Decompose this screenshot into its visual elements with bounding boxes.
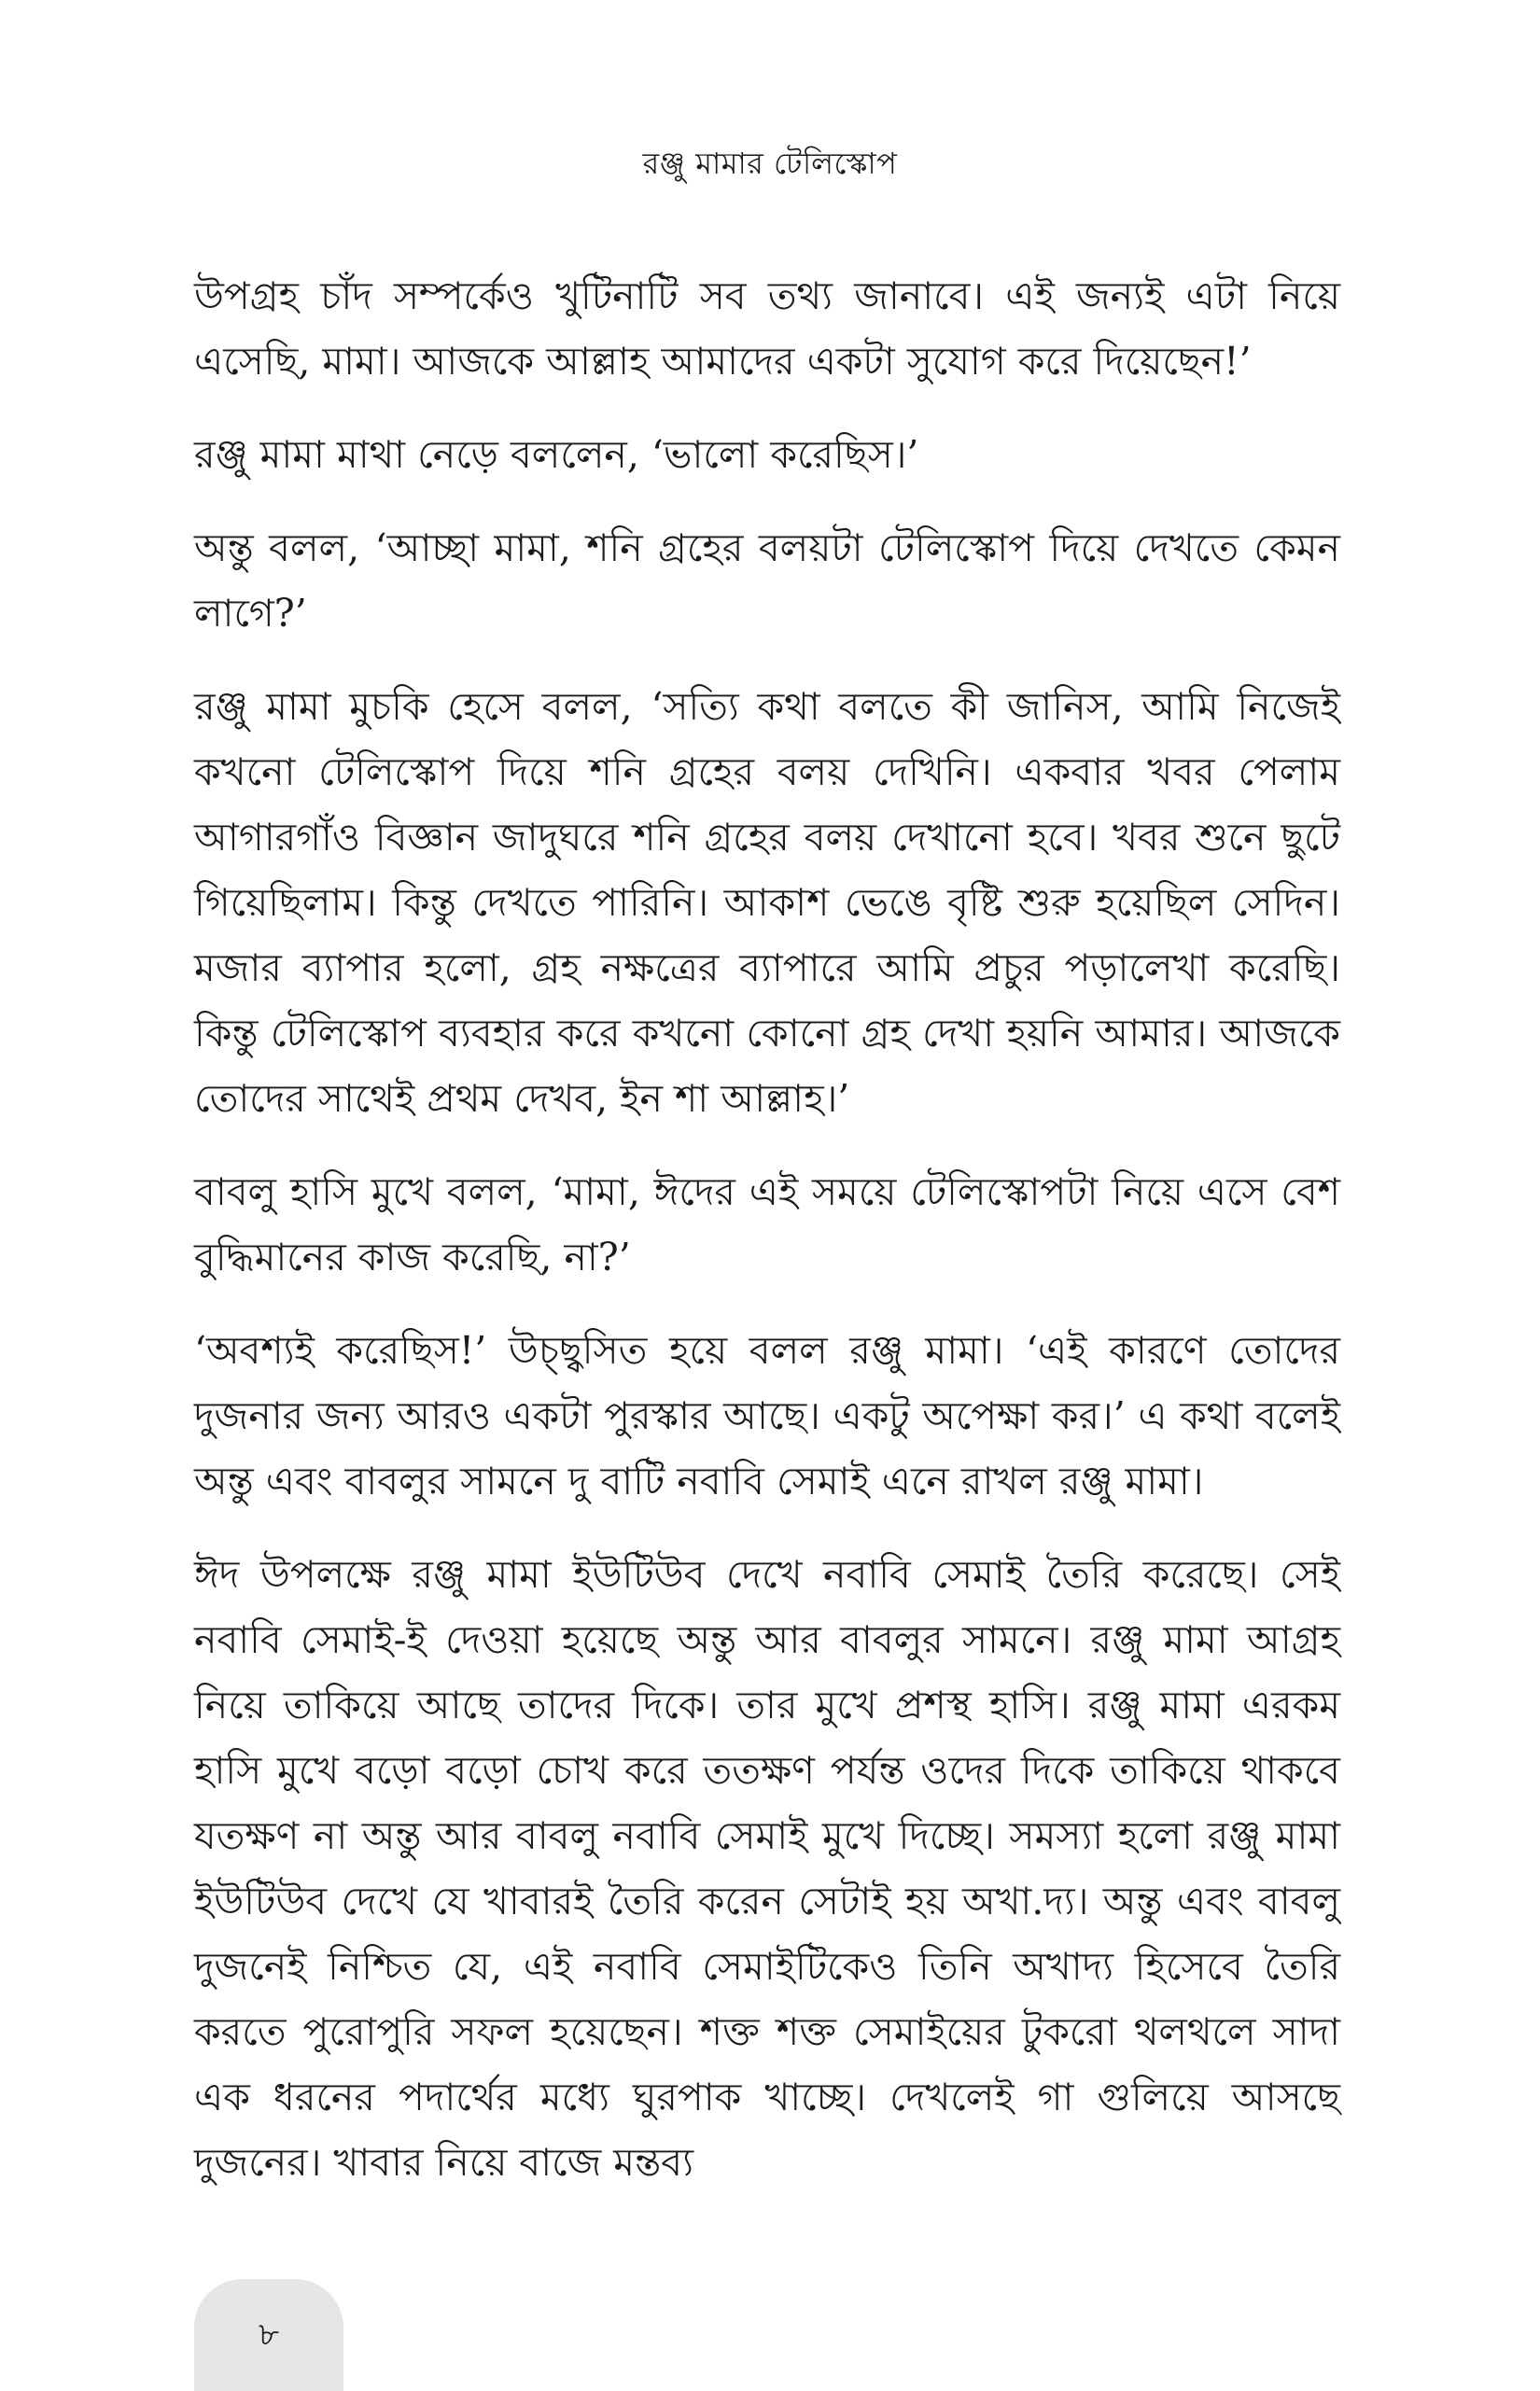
- paragraph: রঞ্জু মামা মাথা নেড়ে বললেন, ‘ভালো করেছিস।’: [194, 432, 919, 477]
- paragraph: অন্তু বলল, ‘আচ্ছা মামা, শনি গ্রহের বলয়টা টেলিস্কোপ দিয়ে দেখতে কেমন লাগে?’: [194, 525, 1340, 636]
- running-head: রঞ্জু মামার টেলিস্কোপ: [642, 146, 898, 181]
- paragraph: উপগ্রহ চাঁদ সম্পর্কেও খুটিনাটি সব তথ্য জানাবে। এই জন্যই এটা নিয়ে এসেছি, মামা। আজকে আল্লাহ আমাদের একটা সুযোগ করে দিয়েছেন!’: [194, 273, 1340, 384]
- paragraph: ঈদ উপলক্ষে রঞ্জু মামা ইউটিউব দেখে নবাবি সেমাই তৈরি করেছে। সেই নবাবি সেমাই-ই দেওয়া হয়েছে অন্তু আর বাবলুর সামনে। রঞ্জু মামা আগ্রহ নিয়ে তাকিয়ে আছে তাদের দিকে। তার মুখে প্রশস্থ হাসি। রঞ্জু মামা এরকম হাসি মুখে বড়ো বড়ো চোখ করে ততক্ষণ পর্যন্ত ওদের দিকে তাকিয়ে থাকবে যতক্ষণ না অন্তু আর বাবলু নবাবি সেমাই মুখে দিচ্ছে। সমস্যা হলো রঞ্জু মামা ইউটিউব দেখে যে খাবারই তৈরি করেন সেটাই হয় অখা.দ্য। অন্তু এবং বাবলু দুজনেই নিশ্চিত যে, এই নবাবি সেমাইটিকেও তিনি অখাদ্য হিসেবে তৈরি করতে পুরোপুরি সফল হয়েছেন। শক্ত শক্ত সেমাইয়ের টুকরো থলথলে সাদা এক ধরনের পদার্থের মধ্যে ঘুরপাক খাচ্ছে। দেখলেই গা গুলিয়ে আসছে দুজনের। খাবার নিয়ে বাজে মন্তব্য: [194, 1552, 1340, 2185]
- paragraph: ‘অবশ্যই করেছিস!’ উচ্ছ্বসিত হয়ে বলল রঞ্জু মামা। ‘এই কারণে তোদের দুজনার জন্য আরও একটা পুরস্কার আছে। একটু অপেক্ষা কর।’ এ কথা বলেই অন্তু এবং বাবলুর সামনে দু বাটি নবাবি সেমাই এনে রাখল রঞ্জু মামা।: [194, 1328, 1340, 1503]
- page-number: ৮: [258, 2316, 280, 2354]
- body-text: [194, 263, 1340, 2223]
- paragraph: রঞ্জু মামা মুচকি হেসে বলল, ‘সত্যি কথা বলতে কী জানিস, আমি নিজেই কখনো টেলিস্কোপ দিয়ে শনি গ্রহের বলয় দেখিনি। একবার খবর পেলাম আগারগাঁও বিজ্ঞান জাদুঘরে শনি গ্রহের বলয় দেখানো হবে। খবর শুনে ছুটে গিয়েছিলাম। কিন্তু দেখতে পারিনি। আকাশ ভেঙে বৃষ্টি শুরু হয়েছিল সেদিন। মজার ব্যাপার হলো, গ্রহ নক্ষত্রের ব্যাপারে আমি প্রচুর পড়ালেখা করেছি। কিন্তু টেলিস্কোপ ব্যবহার করে কখনো কোনো গ্রহ দেখা হয়নি আমার। আজকে তোদের সাথেই প্রথম দেখব, ইন শা আল্লাহ।’: [194, 684, 1341, 1121]
- page-number-tab: [194, 2279, 343, 2391]
- paragraph: বাবলু হাসি মুখে বলল, ‘মামা, ঈদের এই সময়ে টেলিস্কোপটা নিয়ে এসে বেশ বুদ্ধিমানের কাজ করেছি, না?’: [194, 1169, 1340, 1279]
